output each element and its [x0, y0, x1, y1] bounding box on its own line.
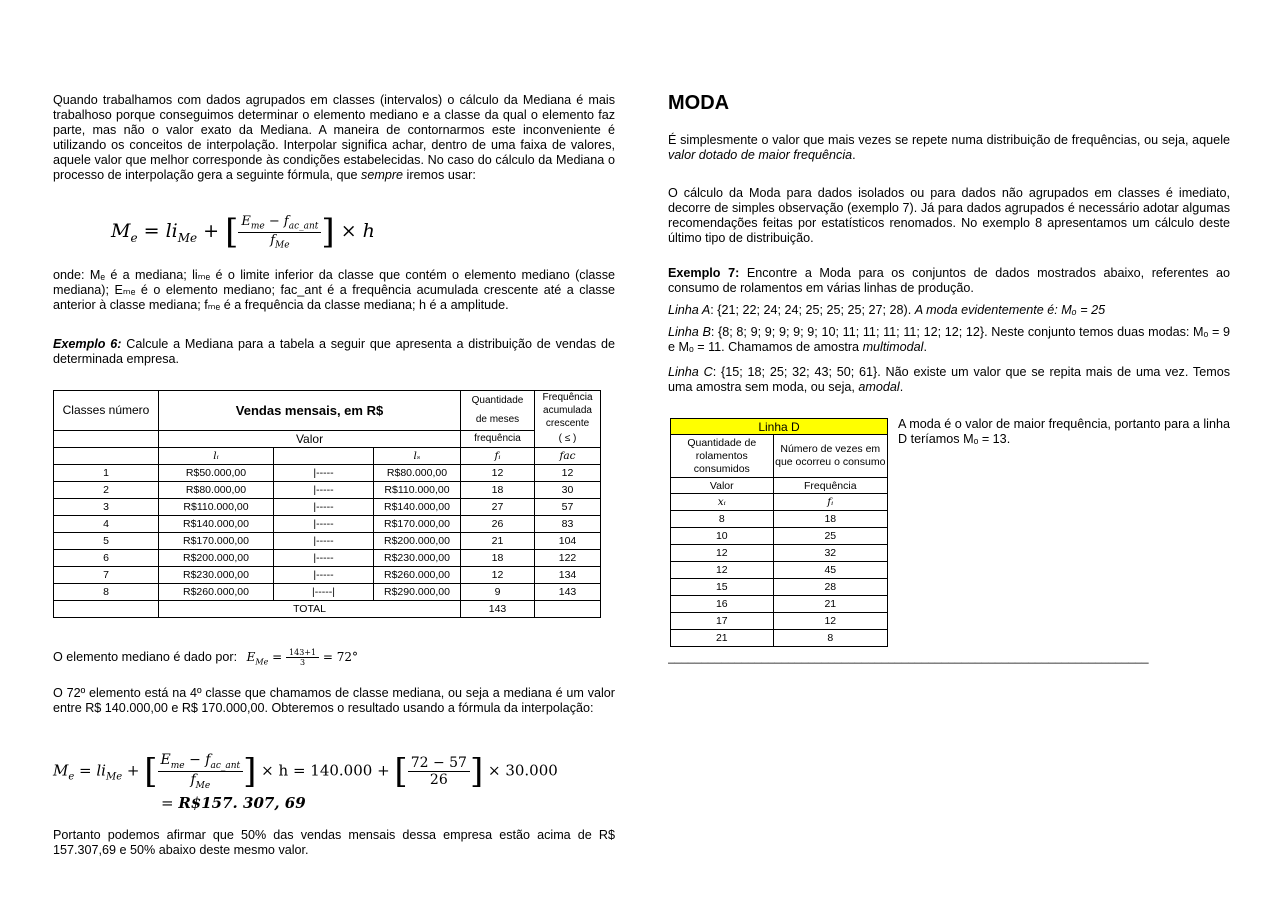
table-row — [671, 596, 888, 613]
cell-sep: |----- — [274, 566, 374, 583]
header-vendas: Vendas mensais, em R$ — [159, 391, 461, 431]
cell-n: 3 — [54, 498, 159, 515]
cell-f: 25 — [773, 528, 887, 545]
cell-sep: |----- — [274, 549, 374, 566]
total-label: TOTAL — [159, 600, 461, 617]
table-row — [671, 511, 888, 528]
cell-x: 10 — [671, 528, 774, 545]
table-row — [54, 515, 601, 532]
cell-n: 5 — [54, 532, 159, 549]
line-d-h1: Quantidade de rolamentos consumidos — [671, 435, 774, 478]
cell-f: 12 — [773, 613, 887, 630]
cell-x: 21 — [671, 630, 774, 647]
cell-fi: 18 — [461, 481, 535, 498]
cell-fi: 26 — [461, 515, 535, 532]
cell-li: R$230.000,00 — [159, 566, 274, 583]
mediano-formula: $E_{Me}$ = $\frac{143+1}{3}$ = 72° — [246, 648, 359, 667]
cell-f: 8 — [773, 630, 887, 647]
cell-ls: R$80.000,00 — [374, 464, 461, 481]
cell-ls: R$140.000,00 — [374, 498, 461, 515]
cell-li: R$80.000,00 — [159, 481, 274, 498]
cell-fi: 27 — [461, 498, 535, 515]
p72-paragraph: O 72º elemento está na 4º classe que chamamos de classe mediana, ou seja a mediana é um valor entre R$ 140.000,00 e R$ 170.000,00. Obteremos o resultado usando a fórmula da interpolação: — [53, 686, 615, 715]
cell-f: 45 — [773, 562, 887, 579]
cell-fi: 18 — [461, 549, 535, 566]
cell-ls: R$110.000,00 — [374, 481, 461, 498]
cell-sep: |----- — [274, 481, 374, 498]
cell-sep: |-----| — [274, 583, 374, 600]
table-row — [54, 549, 601, 566]
cell-n: 4 — [54, 515, 159, 532]
cell-li: R$200.000,00 — [159, 549, 274, 566]
cell-sep: |----- — [274, 498, 374, 515]
cell-f: 18 — [773, 511, 887, 528]
cell-ls: R$200.000,00 — [374, 532, 461, 549]
cell-x: 15 — [671, 579, 774, 596]
cell-n: 8 — [54, 583, 159, 600]
cell-x: 12 — [671, 562, 774, 579]
header-ls: lₛ — [374, 447, 461, 464]
cell-f: 32 — [773, 545, 887, 562]
cell-li: R$260.000,00 — [159, 583, 274, 600]
cell-f: 21 — [773, 596, 887, 613]
cell-li: R$140.000,00 — [159, 515, 274, 532]
table-row — [671, 630, 888, 647]
conclusion-paragraph: Portanto podemos afirmar que 50% das vendas mensais dessa empresa estão acima de R$ 157.307,69 e 50% abaixo deste mesmo valor. — [53, 828, 615, 857]
line-d-h6: fᵢ — [773, 494, 887, 511]
cell-n: 2 — [54, 481, 159, 498]
table-row — [54, 583, 601, 600]
line-d-table — [670, 418, 888, 647]
rule-line: ________________________________________________________________________ — [668, 650, 1149, 664]
cell-x: 12 — [671, 545, 774, 562]
header-classes: Classes número — [54, 391, 159, 431]
moda-title: MODA — [668, 92, 730, 114]
cell-fac: 143 — [535, 583, 601, 600]
cell-fi: 12 — [461, 566, 535, 583]
cell-n: 7 — [54, 566, 159, 583]
table-row — [671, 545, 888, 562]
cell-fi: 21 — [461, 532, 535, 549]
calc-formula: $M_e = li_{Me}$ + [ $\frac{E_{me} - f_{ac\_ant}}{f_{Me}}$ ] × h = 140.000 + [ $\frac{72 - 57}{26}$ ] × 30.000 — [53, 751, 558, 792]
header-quantidade: Quantidade — [461, 391, 535, 411]
moda-definition: É simplesmente o valor que mais vezes se repete numa distribuição de frequências, ou seja, aquele valor dotado de maior frequência. — [668, 133, 1230, 162]
table-row — [54, 532, 601, 549]
cell-n: 1 — [54, 464, 159, 481]
cell-sep: |----- — [274, 532, 374, 549]
header-frequencia: frequência — [461, 430, 535, 447]
table-row — [671, 528, 888, 545]
cell-ls: R$230.000,00 — [374, 549, 461, 566]
header-li: lᵢ — [159, 447, 274, 464]
header-fac: fac — [535, 447, 601, 464]
cell-fac: 12 — [535, 464, 601, 481]
line-a: Linha A: {21; 22; 24; 24; 25; 25; 25; 27; 28). A moda evidentemente é: Mₒ = 25 — [668, 303, 1106, 317]
table-row — [671, 562, 888, 579]
cell-sep: |----- — [274, 515, 374, 532]
line-d-h2: Número de vezes em que ocorreu o consumo — [773, 435, 887, 478]
cell-li: R$170.000,00 — [159, 532, 274, 549]
line-d-h5: xᵢ — [671, 494, 774, 511]
mediano-line: O elemento mediano é dado por: $E_{Me}$ = $\frac{143+1}{3}$ = 72° — [53, 648, 359, 667]
sales-table — [53, 390, 601, 618]
line-c: Linha C: {15; 18; 25; 32; 43; 50; 61}. Não existe um valor que se repita mais de uma vez. Temos uma amostra sem moda, ou seja, amodal. — [668, 365, 1230, 394]
line-d-h3: Valor — [671, 478, 774, 494]
intro-paragraph: Quando trabalhamos com dados agrupados em classes (intervalos) o cálculo da Mediana é mais trabalhoso porque conseguimos determinar o elemento mediano e a classe da qual o elemento faz parte, mas não o valor exato da Mediana. A maneira de contornarmos este inconveniente é utilizando os conceitos de interpolação. Interpolar significa achar, dentro de uma faixa de valores, aquele valor que melhor corresponde às condições estabelecidas. No caso do cálculo da Mediana o processo de interpolação gera a seguinte fórmula, que sempre iremos usar: — [53, 93, 615, 182]
cell-n: 6 — [54, 549, 159, 566]
cell-fac: 104 — [535, 532, 601, 549]
cell-ls: R$260.000,00 — [374, 566, 461, 583]
calc-result: = R$157. 307, 69 — [161, 794, 306, 812]
header-valor: Valor — [159, 430, 461, 447]
cell-x: 16 — [671, 596, 774, 613]
table-row — [54, 481, 601, 498]
table-row — [54, 566, 601, 583]
line-d-h4: Frequência — [773, 478, 887, 494]
cell-fac: 122 — [535, 549, 601, 566]
cell-sep: |----- — [274, 464, 374, 481]
cell-ls: R$170.000,00 — [374, 515, 461, 532]
cell-fi: 12 — [461, 464, 535, 481]
cell-li: R$110.000,00 — [159, 498, 274, 515]
example7-paragraph: Exemplo 7: Encontre a Moda para os conjuntos de dados mostrados abaixo, referentes ao consumo de rolamentos em várias linhas de produção. — [668, 266, 1231, 295]
total-value: 143 — [461, 600, 535, 617]
cell-f: 28 — [773, 579, 887, 596]
cell-fac: 134 — [535, 566, 601, 583]
cell-fac: 57 — [535, 498, 601, 515]
table-row — [54, 498, 601, 515]
onde-paragraph: onde: Mₑ é a mediana; liₘₑ é o limite inferior da classe que contém o elemento mediano (classe mediana); Eₘₑ é o elemento mediano; fac_ant é a frequência acumulada crescente até a classe anterior à classe mediana; fₘₑ é a frequência da classe mediana; h é a amplitude. — [53, 268, 615, 312]
cell-fac: 30 — [535, 481, 601, 498]
line-d-title: Linha D — [671, 419, 888, 435]
cell-fi: 9 — [461, 583, 535, 600]
header-le: ( ≤ ) — [535, 430, 601, 447]
example6-paragraph: Exemplo 6: Calcule a Mediana para a tabela a seguir que apresenta a distribuição de vendas de determinada empresa. — [53, 337, 616, 366]
table-row — [54, 464, 601, 481]
table-row — [671, 613, 888, 630]
header-fi: fᵢ — [461, 447, 535, 464]
header-demeses: de meses — [461, 410, 535, 430]
line-b: Linha B: {8; 8; 9; 9; 9; 9; 9; 10; 11; 11; 11; 11; 12; 12; 12}. Neste conjunto temos duas modas: Mₒ = 9 e Mₒ = 11. Chamamos de amostra multimodal. — [668, 325, 1230, 354]
moda-calc-paragraph: O cálculo da Moda para dados isolados ou para dados não agrupados em classes é imediato, decorre de simples observação (exemplo 7). Já para dados agrupados é necessário adotar algumas recomendações feitas por estatísticos renomados. No exemplo 8 apresentamos um cálculo deste último tipo de distribuição. — [668, 186, 1230, 245]
cell-x: 8 — [671, 511, 774, 528]
median-formula: $M_e = li_{Me}$ + [ $\frac{E_{me} - f_{ac\_ant}}{f_{Me}}$ ] × h — [111, 212, 375, 253]
cell-x: 17 — [671, 613, 774, 630]
cell-ls: R$290.000,00 — [374, 583, 461, 600]
table-row — [671, 579, 888, 596]
cell-li: R$50.000,00 — [159, 464, 274, 481]
cell-fac: 83 — [535, 515, 601, 532]
header-freq-acumulada: Frequência acumulada crescente — [535, 391, 601, 431]
line-d-note: A moda é o valor de maior frequência, portanto para a linha D teríamos Mₒ = 13. — [898, 417, 1230, 446]
